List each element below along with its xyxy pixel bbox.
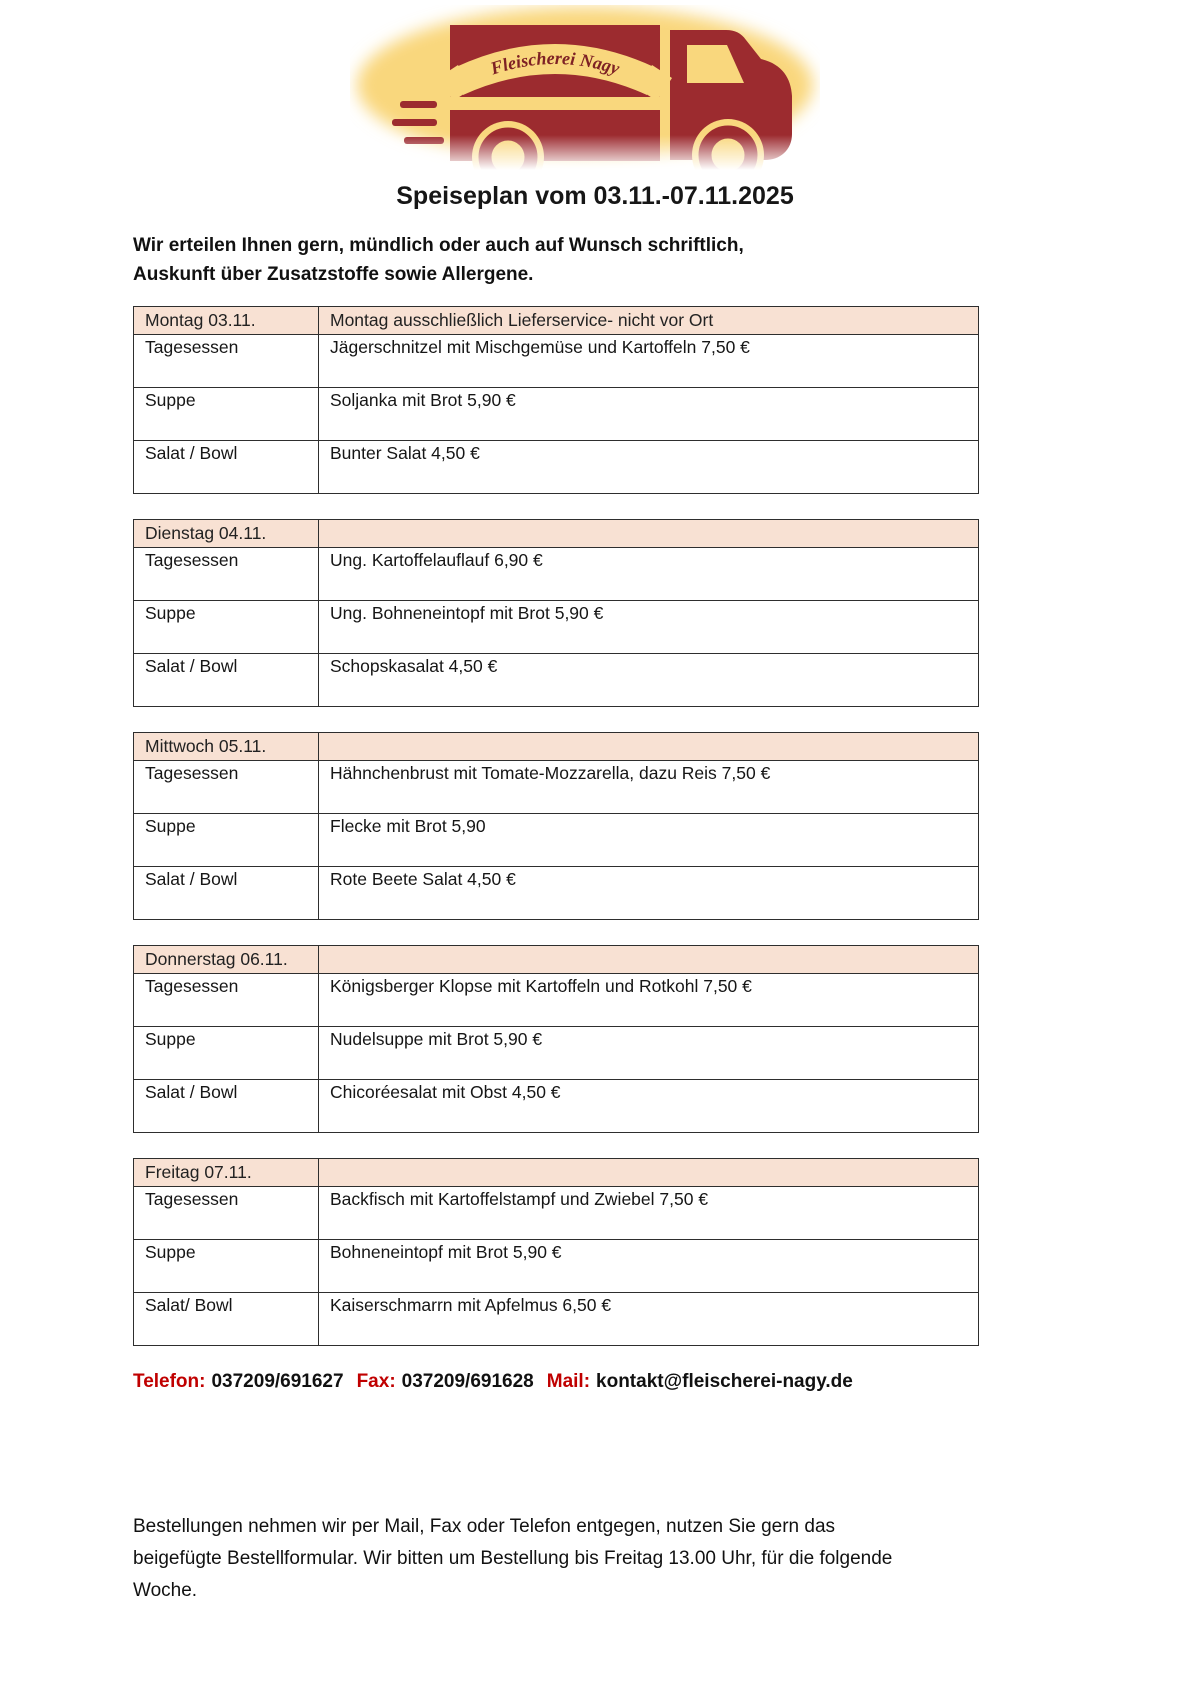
fax-number: 037209/691628 [401, 1370, 534, 1392]
day-header-row [134, 519, 979, 547]
menu-item: Bunter Salat 4,50 € [319, 440, 979, 493]
menu-item: Nudelsuppe mit Brot 5,90 € [319, 1026, 979, 1079]
menu-row [134, 760, 979, 813]
speiseplan-document [0, 5, 1190, 1688]
day-header-row [134, 306, 979, 334]
day-name: Dienstag 04.11. [134, 519, 319, 547]
menu-row [134, 387, 979, 440]
menu-day-table [133, 306, 979, 494]
menu-item: Ung. Bohneneintopf mit Brot 5,90 € [319, 600, 979, 653]
menu-category: Tagesessen [134, 1186, 319, 1239]
phone-label: Telefon: [133, 1370, 206, 1392]
menu-day-table [133, 732, 979, 920]
day-name: Freitag 07.11. [134, 1158, 319, 1186]
menu-item: Hähnchenbrust mit Tomate-Mozzarella, dazu Reis 7,50 € [319, 760, 979, 813]
menu-row [134, 1026, 979, 1079]
menu-row [134, 1239, 979, 1292]
menu-category: Tagesessen [134, 547, 319, 600]
menu-category: Tagesessen [134, 760, 319, 813]
menu-item: Königsberger Klopse mit Kartoffeln und Rotkohl 7,50 € [319, 973, 979, 1026]
menu-item: Schopskasalat 4,50 € [319, 653, 979, 706]
menu-category: Suppe [134, 813, 319, 866]
order-instructions-line1: Bestellungen nehmen wir per Mail, Fax oder Telefon entgegen, nutzen Sie gern das [133, 1515, 836, 1537]
menu-day-table [133, 1158, 979, 1346]
phone-number: 037209/691627 [211, 1370, 344, 1392]
menu-row [134, 600, 979, 653]
mail-label: Mail: [546, 1370, 591, 1392]
company-logo [350, 5, 820, 170]
day-name: Donnerstag 06.11. [134, 945, 319, 973]
menu-category: Salat / Bowl [134, 1079, 319, 1132]
order-instructions-text [133, 1511, 978, 1607]
mail-address: kontakt@fleischerei-nagy.de [596, 1370, 853, 1392]
menu-category: Tagesessen [134, 334, 319, 387]
menu-day-table [133, 519, 979, 707]
allergen-info-text [133, 231, 978, 290]
menu-row [134, 653, 979, 706]
menu-category: Salat/ Bowl [134, 1292, 319, 1345]
menu-tables [133, 306, 978, 1346]
menu-row [134, 1079, 979, 1132]
menu-item: Rote Beete Salat 4,50 € [319, 866, 979, 919]
menu-category: Tagesessen [134, 973, 319, 1026]
content-area [133, 231, 978, 1607]
day-note [319, 945, 979, 973]
day-header-row [134, 1158, 979, 1186]
menu-item: Bohneneintopf mit Brot 5,90 € [319, 1239, 979, 1292]
menu-item: Backfisch mit Kartoffelstampf und Zwiebel 7,50 € [319, 1186, 979, 1239]
allergen-info-line2: Auskunft über Zusatzstoffe sowie Allergene. [133, 264, 534, 286]
menu-row [134, 547, 979, 600]
order-instructions-line3: Woche. [133, 1579, 198, 1601]
menu-item: Flecke mit Brot 5,90 [319, 813, 979, 866]
menu-category: Suppe [134, 600, 319, 653]
contact-line [133, 1371, 978, 1393]
menu-item: Jägerschnitzel mit Mischgemüse und Kartoffeln 7,50 € [319, 334, 979, 387]
menu-item: Chicoréesalat mit Obst 4,50 € [319, 1079, 979, 1132]
menu-item: Kaiserschmarrn mit Apfelmus 6,50 € [319, 1292, 979, 1345]
delivery-truck-logo-svg [350, 5, 820, 170]
day-header-row [134, 945, 979, 973]
fax-label: Fax: [356, 1370, 396, 1392]
menu-row [134, 813, 979, 866]
logo-bottom-fade [350, 135, 820, 170]
order-instructions-line2: beigefügte Bestellformular. Wir bitten um Bestellung bis Freitag 13.00 Uhr, für die folgende [133, 1547, 893, 1569]
logo-banner-text: Fleischerei Nagy [488, 47, 622, 79]
menu-day-table [133, 945, 979, 1133]
allergen-info-line1: Wir erteilen Ihnen gern, mündlich oder auch auf Wunsch schriftlich, [133, 235, 744, 256]
menu-row [134, 866, 979, 919]
menu-row [134, 334, 979, 387]
menu-row [134, 1186, 979, 1239]
menu-row [134, 973, 979, 1026]
day-note [319, 732, 979, 760]
menu-item: Soljanka mit Brot 5,90 € [319, 387, 979, 440]
day-note: Montag ausschließlich Lieferservice- nicht vor Ort [319, 306, 979, 334]
menu-category: Suppe [134, 387, 319, 440]
menu-row [134, 440, 979, 493]
menu-category: Salat / Bowl [134, 653, 319, 706]
menu-category: Suppe [134, 1239, 319, 1292]
day-note [319, 519, 979, 547]
day-header-row [134, 732, 979, 760]
day-name: Montag 03.11. [134, 306, 319, 334]
menu-category: Salat / Bowl [134, 866, 319, 919]
menu-category: Suppe [134, 1026, 319, 1079]
menu-category: Salat / Bowl [134, 440, 319, 493]
day-note [319, 1158, 979, 1186]
menu-row [134, 1292, 979, 1345]
day-name: Mittwoch 05.11. [134, 732, 319, 760]
menu-item: Ung. Kartoffelauflauf 6,90 € [319, 547, 979, 600]
page-title: Speiseplan vom 03.11.-07.11.2025 [396, 182, 794, 210]
